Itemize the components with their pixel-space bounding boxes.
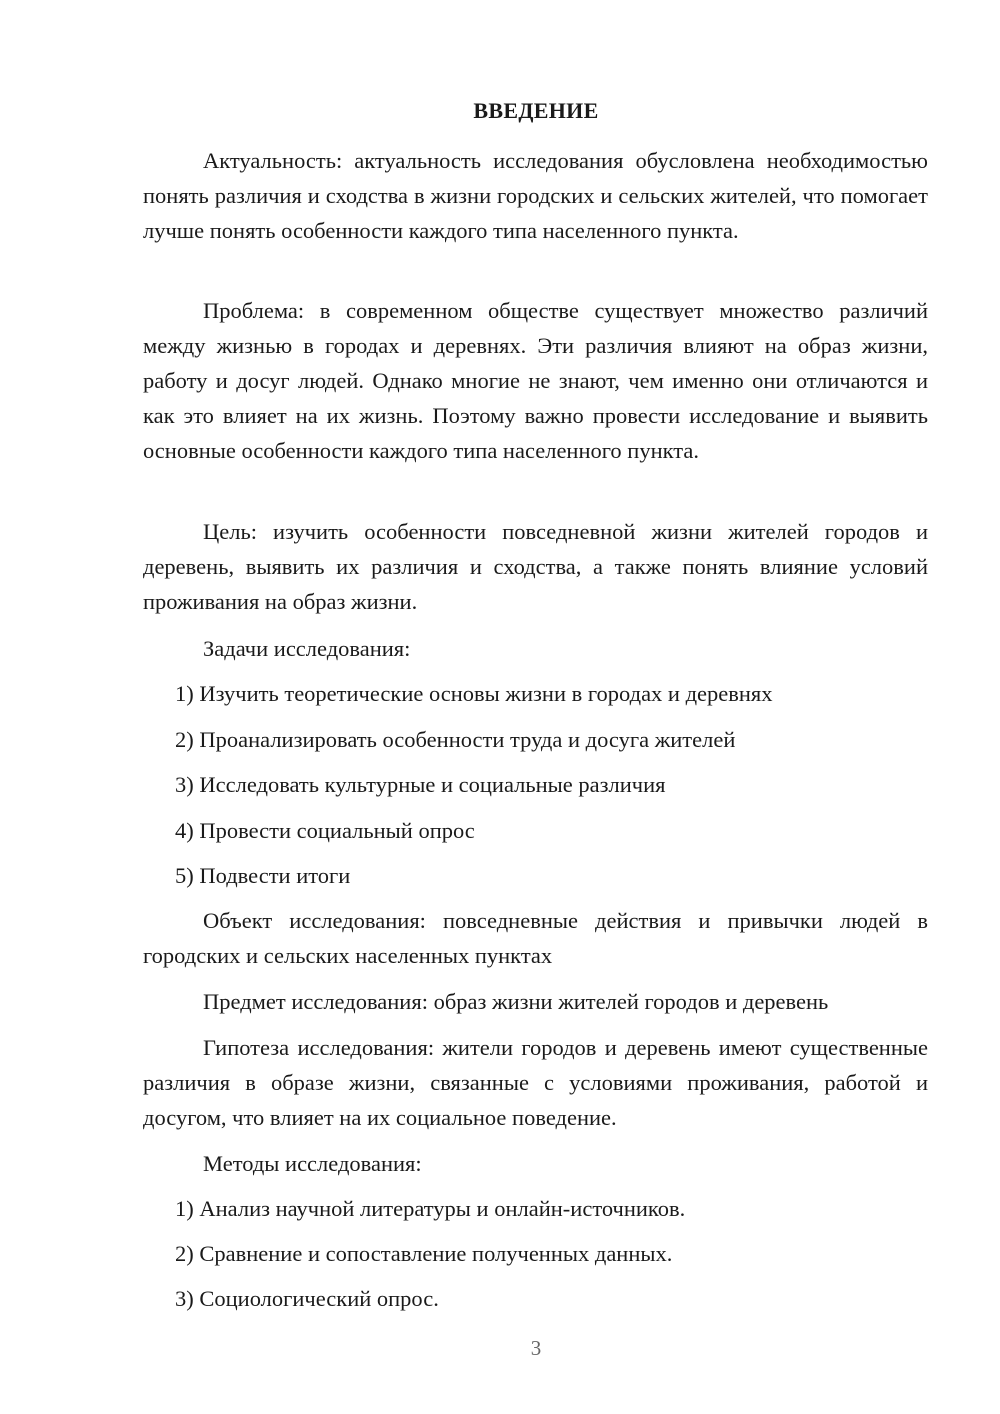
hypothesis-paragraph: Гипотеза исследования: жители городов и деревень имеют существенные различия в образе жизни, связанные с условиями проживания, работой и досугом, что влияет на их социальное поведение. [143,1035,928,1130]
method-item-2: 2) Сравнение и сопоставление полученных данных. [175,1241,673,1266]
tasks-heading: Задачи исследования: [203,636,411,661]
task-item-1: 1) Изучить теоретические основы жизни в городах и деревнях [175,681,773,706]
goal-paragraph: Цель: изучить особенности повседневной жизни жителей городов и деревень, выявить их различия и сходства, а также понять влияние условий проживания на образ жизни. [143,519,928,614]
method-item-1: 1) Анализ научной литературы и онлайн-источников. [175,1196,686,1221]
relevance-paragraph: Актуальность: актуальность исследования обусловлена необходимостью понять различия и сходства в жизни городских и сельских жителей, что помогает лучше понять особенности каждого типа населенного пункта. [143,148,928,243]
object-paragraph: Объект исследования: повседневные действия и привычки людей в городских и сельских населенных пунктах [143,908,928,968]
task-item-5: 5) Подвести итоги [175,863,351,888]
subject-paragraph: Предмет исследования: образ жизни жителей городов и деревень [203,989,829,1014]
task-item-2: 2) Проанализировать особенности труда и досуга жителей [175,727,736,752]
methods-heading: Методы исследования: [203,1151,422,1176]
page-number: 3 [530,1336,542,1360]
problem-paragraph: Проблема: в современном обществе существует множество различий между жизнью в городах и деревнях. Эти различия влияют на образ жизни, работу и досуг людей. Однако многие не знают, чем именно они отличаются и как это влияет на их жизнь. Поэтому важно провести исследование и выявить основные особенности каждого типа населенного пункта. [143,298,928,463]
method-item-3: 3) Социологический опрос. [175,1286,439,1311]
page-title: ВВЕДЕНИЕ [473,98,599,123]
task-item-3: 3) Исследовать культурные и социальные различия [175,772,666,797]
task-item-4: 4) Провести социальный опрос [175,818,475,843]
